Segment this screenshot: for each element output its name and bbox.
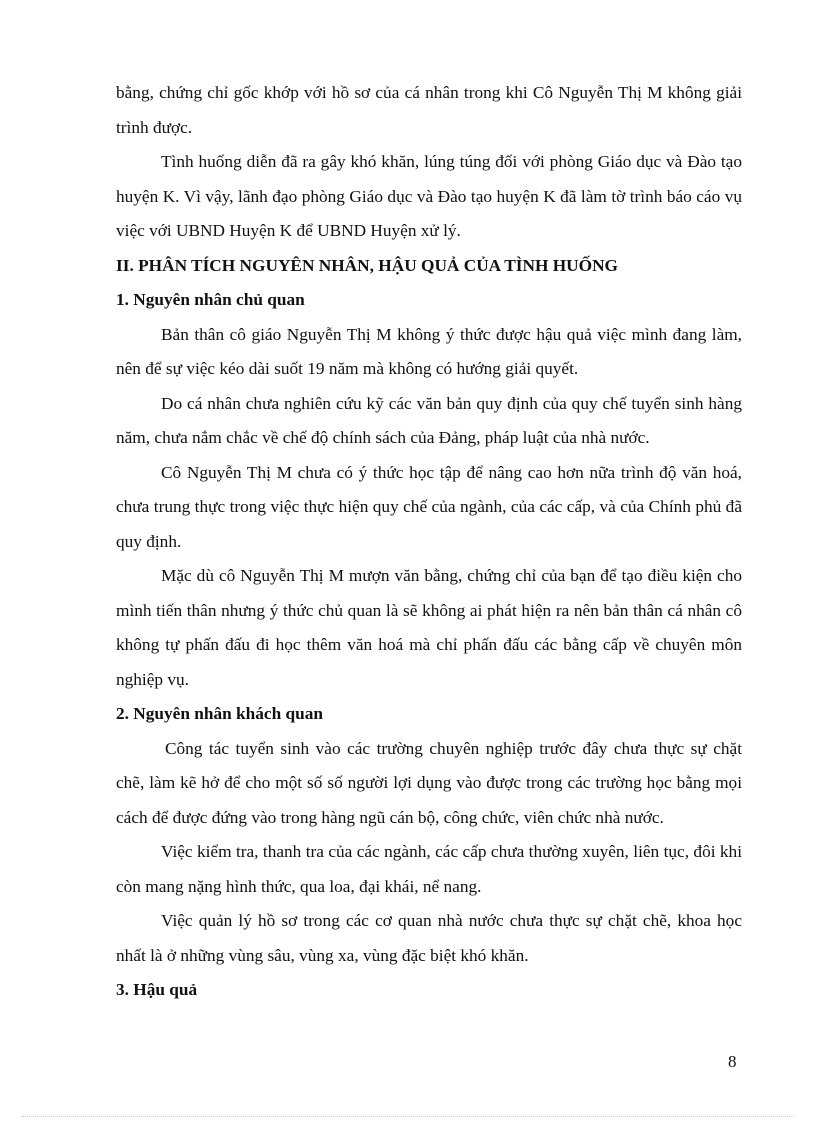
page-number: 8: [728, 1052, 737, 1071]
subheading-subjective-causes: 1. Nguyên nhân chủ quan: [116, 290, 305, 309]
document-body: [116, 76, 742, 1008]
paragraph-objective-3: Việc quản lý hồ sơ trong các cơ quan nhà nước chưa thực sự chặt chẽ, khoa học nhất là ở những vùng sâu, vùng xa, vùng đặc biệt khó khăn.: [116, 911, 742, 965]
subheading-consequences: 3. Hậu quả: [116, 980, 198, 999]
subheading-objective-causes: 2. Nguyên nhân khách quan: [116, 704, 323, 723]
footer-divider: [22, 1116, 794, 1117]
paragraph-objective-1: Công tác tuyển sinh vào các trường chuyên nghiệp trước đây chưa thực sự chặt chẽ, làm kẽ hở để cho một số số người lợi dụng vào được trong các trường học bằng mọi cách để được đứng vào trong hàng ngũ cán bộ, công chức, viên chức nhà nước.: [116, 738, 742, 827]
paragraph-situation: Tình huống diễn đã ra gây khó khăn, lúng túng đối với phòng Giáo dục và Đào tạo huyện K. Vì vậy, lãnh đạo phòng Giáo dục và Đào tạo huyện K đã làm tờ trình báo cáo vụ việc với UBND Huyện K để UBND Huyện xử lý.: [116, 152, 742, 240]
paragraph-objective-2: Việc kiểm tra, thanh tra của các ngành, các cấp chưa thường xuyên, liên tục, đôi khi còn mang nặng hình thức, qua loa, đại khái, nể nang.: [116, 842, 742, 896]
section-heading-analysis: II. PHÂN TÍCH NGUYÊN NHÂN, HẬU QUẢ CỦA TÌNH HUỐNG: [116, 255, 618, 275]
paragraph-continuation: bằng, chứng chỉ gốc khớp với hồ sơ của cá nhân trong khi Cô Nguyễn Thị M không giải trình được.: [116, 83, 742, 137]
paragraph-subjective-4: Mặc dù cô Nguyễn Thị M mượn văn bằng, chứng chỉ của bạn để tạo điều kiện cho mình tiến thân nhưng ý thức chủ quan là sẽ không ai phát hiện ra nên bản thân cá nhân cô không tự phấn đấu đi học thêm văn hoá mà chỉ phấn đấu các bằng cấp về chuyên môn nghiệp vụ.: [116, 566, 742, 689]
paragraph-subjective-2: Do cá nhân chưa nghiên cứu kỹ các văn bản quy định của quy chế tuyển sinh hàng năm, chưa nắm chắc về chế độ chính sách của Đảng, pháp luật của nhà nước.: [116, 393, 742, 447]
paragraph-subjective-1: Bản thân cô giáo Nguyễn Thị M không ý thức được hậu quả việc mình đang làm, nên để sự việc kéo dài suốt 19 năm mà không có hướng giải quyết.: [116, 324, 742, 378]
paragraph-subjective-3: Cô Nguyễn Thị M chưa có ý thức học tập để nâng cao hơn nữa trình độ văn hoá, chưa trung thực trong việc thực hiện quy chế của ngành, của các cấp, và của Chính phủ đã quy định.: [116, 462, 742, 551]
